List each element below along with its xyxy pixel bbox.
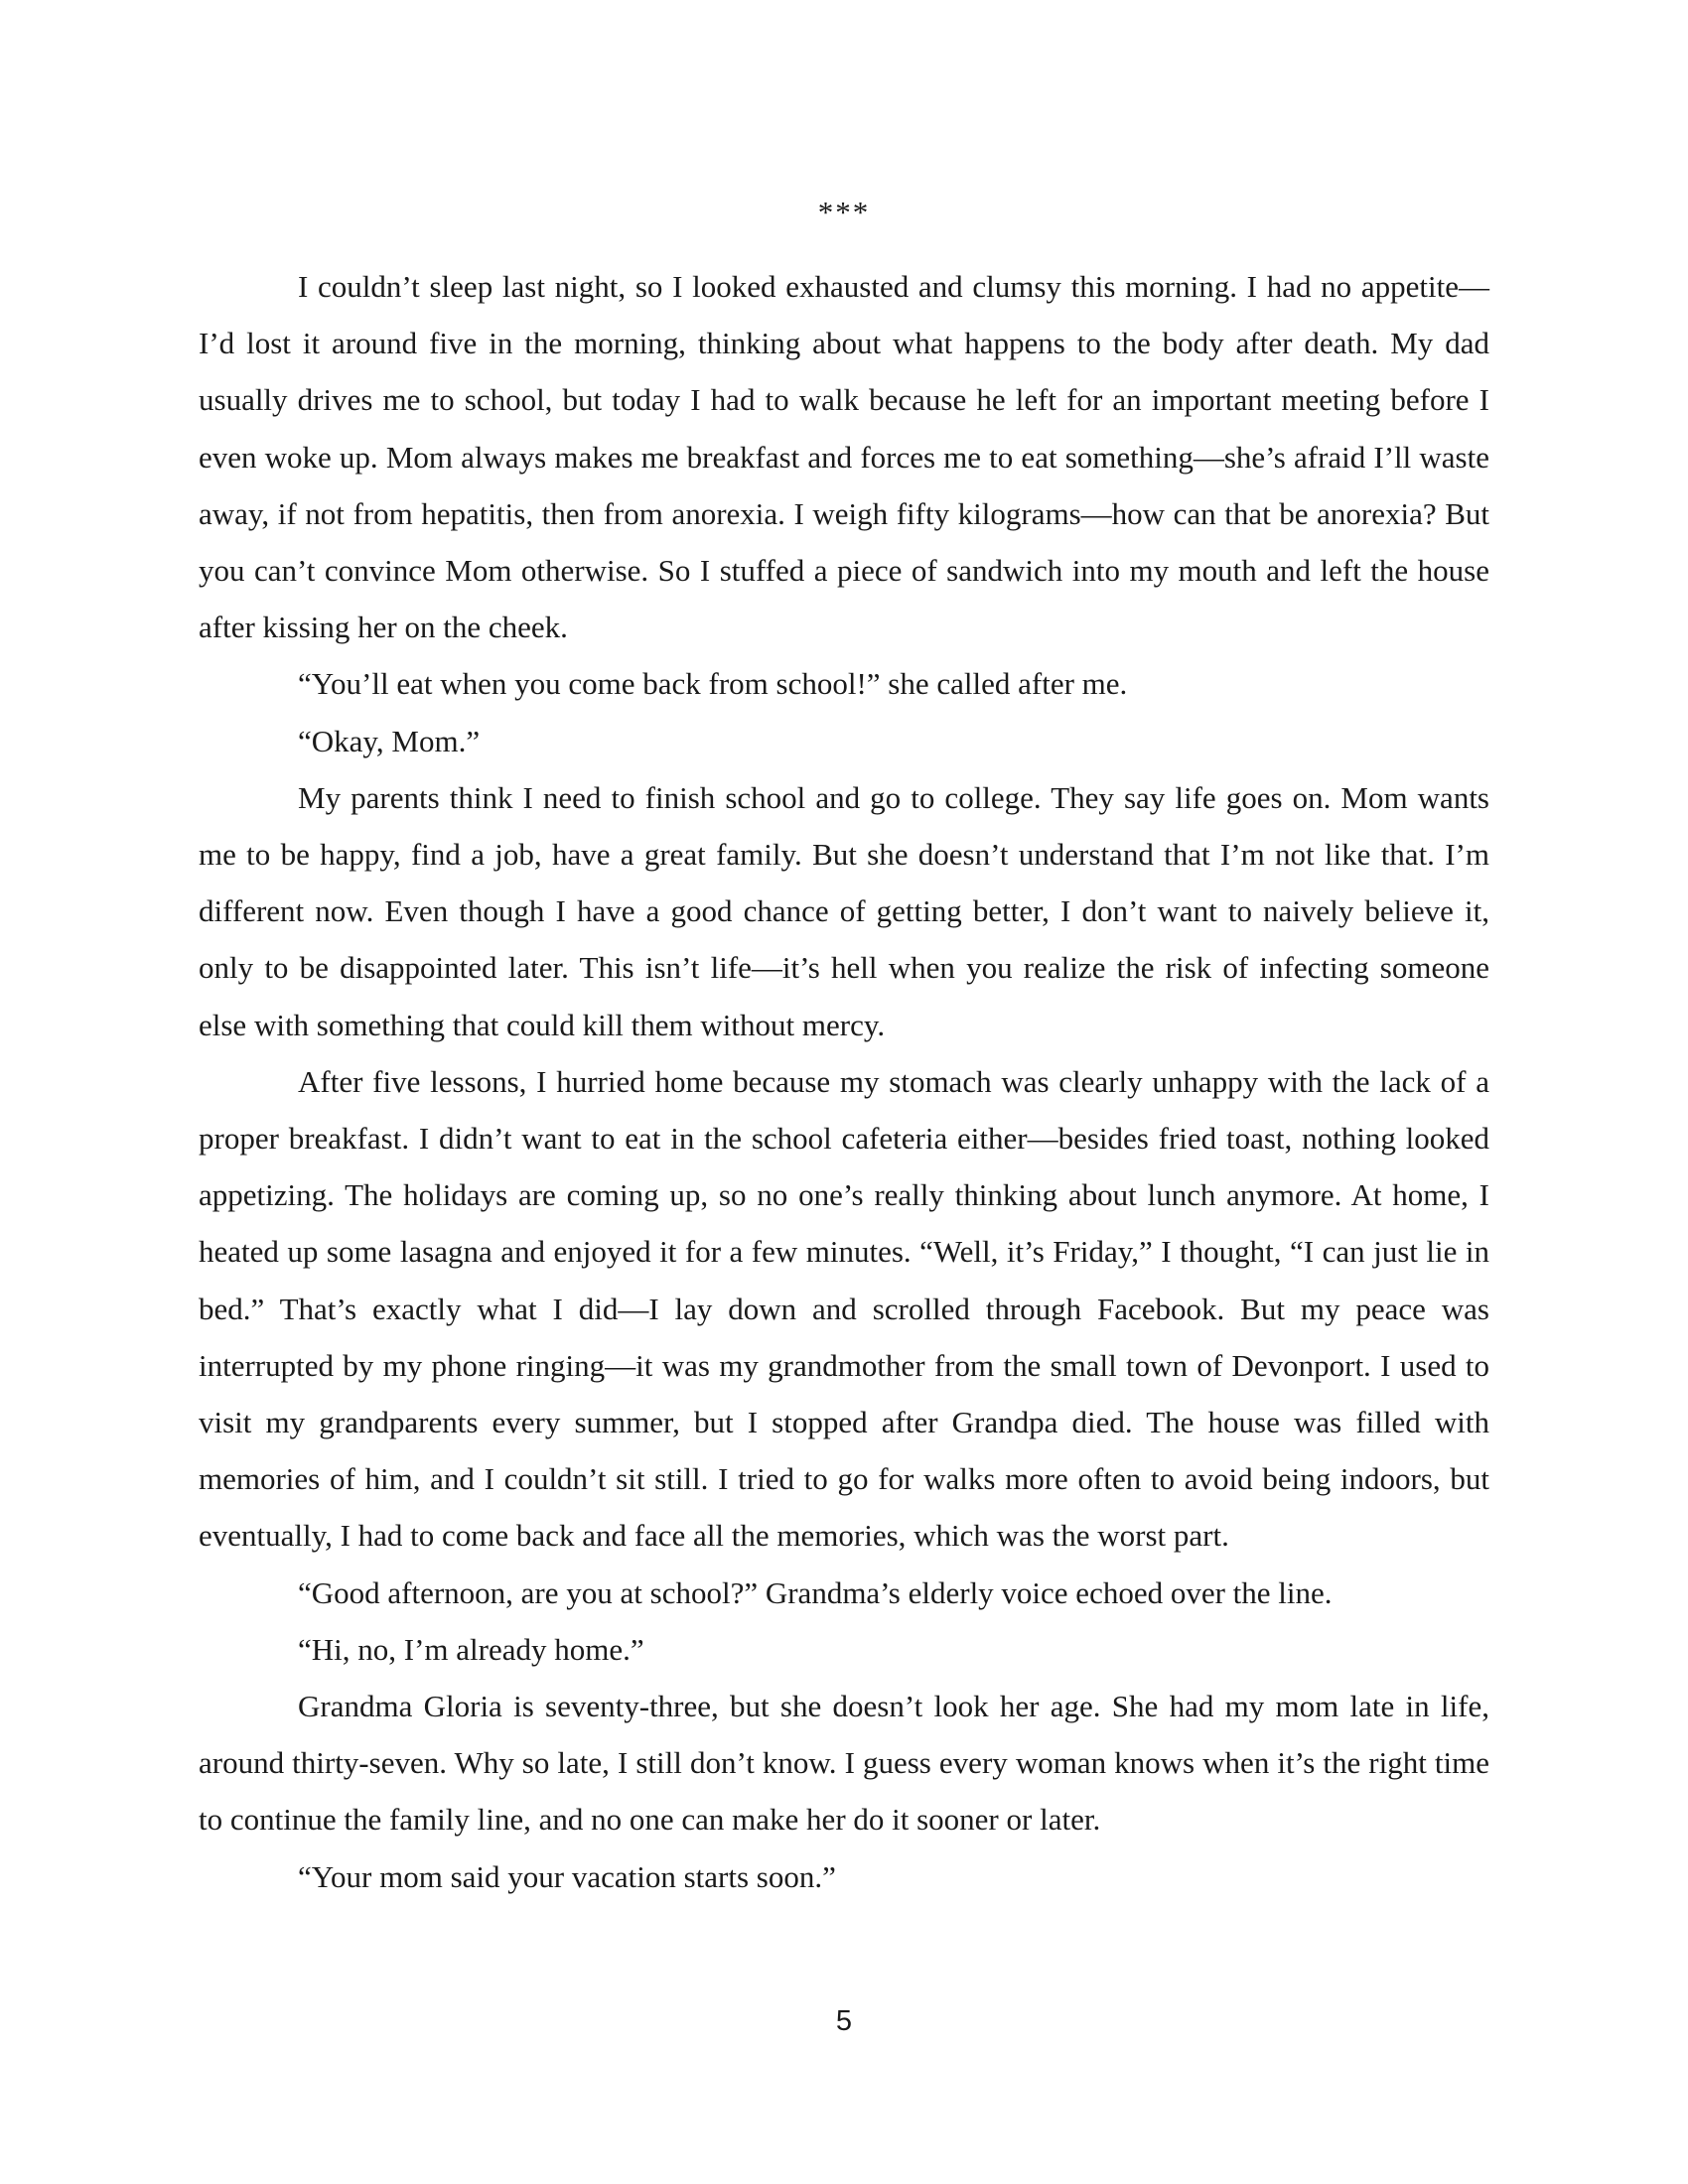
paragraph: I couldn’t sleep last night, so I looked exhausted and clumsy this morning. I had no appetite—I’d lost it around five in the morning, thinking about what happens to the body after death. My dad usually drives me to school, but today I had to walk because he left for an important meeting before I even woke up. Mom always makes me breakfast and forces me to eat something—she’s afraid I’ll waste away, if not from hepatitis, then from anorexia. I weigh fifty kilograms—how can that be anorexia? But you can’t convince Mom otherwise. So I stuffed a piece of sandwich into my mouth and left the house after kissing her on the cheek. [199,269,1489,645]
page-number: 5 [835,2005,853,2037]
paragraph: Grandma Gloria is seventy-three, but she doesn’t look her age. She had my mom late in life, around thirty-seven. Why so late, I still don’t know. I guess every woman knows when it’s the right time to continue the family line, and no one can make her do it sooner or later. [199,1689,1489,1838]
paragraph: “You’ll eat when you come back from school!” she called after me. [298,666,1128,702]
scene-separator: *** [817,195,871,229]
paragraph: “Okay, Mom.” [298,723,481,758]
body-text [199,193,1489,1905]
paragraph: “Hi, no, I’m already home.” [298,1631,644,1667]
paragraph: My parents think I need to finish school and go to college. They say life goes on. Mom wants me to be happy, find a job, have a great family. But she doesn’t understand that I’m not like that. I’m different now. Even though I have a good chance of getting better, I don’t want to naively believe it, only to be disappointed later. This isn’t life—it’s hell when you realize the risk of infecting someone else with something that could kill them without mercy. [199,779,1489,1042]
paragraph: After five lessons, I hurried home because my stomach was clearly unhappy with the lack of a proper breakfast. I didn’t want to eat in the school cafeteria either—besides fried toast, nothing looked appetizing. The holidays are coming up, so no one’s really thinking about lunch anymore. At home, I heated up some lasagna and enjoyed it for a few minutes. “Well, it’s Friday,” I thought, “I can just lie in bed.” That’s exactly what I did—I lay down and scrolled through Facebook. But my peace was interrupted by my phone ringing—it was my grandmother from the small town of Devonport. I used to visit my grandparents every summer, but I stopped after Grandpa died. The house was filled with memories of him, and I couldn’t sit still. I tried to go for walks more often to avoid being indoors, but eventually, I had to come back and face all the memories, which was the worst part. [199,1063,1489,1554]
paragraph: “Your mom said your vacation starts soon.” [298,1858,836,1894]
paragraph: “Good afternoon, are you at school?” Grandma’s elderly voice echoed over the line. [298,1574,1333,1610]
